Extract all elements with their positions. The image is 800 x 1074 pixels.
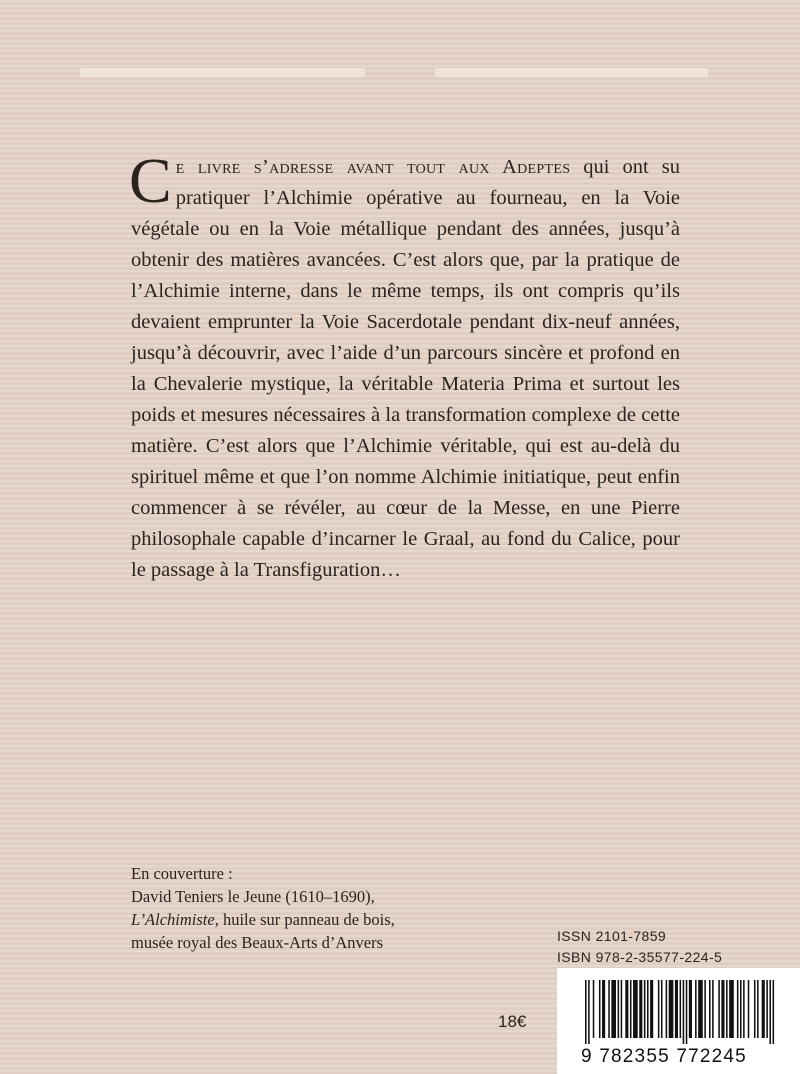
barcode-bar bbox=[644, 980, 646, 1038]
barcode-bar bbox=[650, 980, 653, 1038]
barcode-bar bbox=[709, 980, 711, 1038]
top-decorative-rule-right bbox=[435, 68, 708, 77]
barcode-bar bbox=[633, 980, 638, 1038]
barcode-bar bbox=[718, 980, 720, 1038]
barcode-bar bbox=[695, 980, 697, 1038]
credits-artwork-line bbox=[131, 908, 395, 931]
barcode-bar bbox=[766, 980, 768, 1038]
barcode-bar bbox=[680, 980, 682, 1038]
issn-number: ISSN 2101-7859 bbox=[557, 928, 667, 944]
barcode-bar bbox=[675, 980, 678, 1038]
blurb-text: qui ont su pratiquer l’Alchimie opérative au fourneau, en la Voie végétale ou en la Voie métallique pendant des années, jusqu’à obtenir des matières avancées. C’est alors que, par la pratique de l’Alchimie interne, dans le même temps, ils ont compris qu’ils devaient emprunter la Voie Sacerdotale pendant dix-neuf années, jusqu’à découvrir, avec l’aide d’un parcours sincère et profond en la Chevalerie mystique, la véritable Materia Prima et surtout les poids et mesures nécessaires à la transformation complexe de cette matière. C’est alors que l’Alchimie véritable, qui est au-delà du spirituel même et que l’on nomme Alchimie initiatique, peut enfin commencer à se révéler, au cœur de la Messe, en une Pierre philosophale capable d’incarner le Graal, au fond du Calice, pour le passage à la Transfiguration… bbox=[131, 156, 680, 581]
barcode-bar bbox=[698, 980, 703, 1038]
drop-cap: C bbox=[129, 145, 172, 216]
barcode-bar bbox=[704, 980, 706, 1038]
barcode-bar bbox=[686, 980, 688, 1044]
credits-museum: musée royal des Beaux-Arts d’Anvers bbox=[131, 933, 384, 952]
barcode-bar bbox=[721, 980, 724, 1038]
barcode-bar bbox=[611, 980, 616, 1038]
barcode-bar bbox=[658, 980, 660, 1038]
barcode-bar bbox=[630, 980, 632, 1038]
barcode-bar bbox=[588, 980, 590, 1044]
barcode-bar bbox=[726, 980, 728, 1038]
barcode-bar bbox=[754, 980, 756, 1038]
barcode-bar bbox=[661, 980, 663, 1038]
isbn-number: ISBN 978-2-35577-224-5 bbox=[557, 949, 723, 965]
barcode-bar bbox=[769, 980, 771, 1044]
barcode-bar bbox=[647, 980, 649, 1038]
credits-artwork-title: L’Alchimiste bbox=[131, 910, 215, 929]
identifiers bbox=[557, 926, 722, 968]
barcode-digits: 9 782355 772245 bbox=[581, 1046, 747, 1067]
barcode-bar bbox=[585, 980, 587, 1044]
price-label: 18€ bbox=[498, 1012, 527, 1031]
barcode-bar bbox=[593, 980, 595, 1038]
barcode-bar bbox=[625, 980, 628, 1038]
credits-artwork-medium: , huile sur panneau de bois, bbox=[214, 910, 395, 929]
barcode-bar bbox=[666, 980, 668, 1038]
barcode-bar bbox=[608, 980, 610, 1038]
barcode-bar bbox=[689, 980, 692, 1038]
barcode-bar bbox=[639, 980, 642, 1038]
barcode-bar bbox=[683, 980, 685, 1044]
barcode-bar bbox=[748, 980, 750, 1038]
barcode-bar bbox=[621, 980, 623, 1038]
barcode-bar bbox=[773, 980, 775, 1044]
top-decorative-rule-left bbox=[80, 68, 365, 77]
barcode-bar bbox=[599, 980, 601, 1038]
barcode-bar bbox=[757, 980, 759, 1038]
barcode-bar bbox=[712, 980, 714, 1038]
barcode-bars bbox=[585, 980, 775, 1044]
credits-heading: En couverture : bbox=[131, 864, 233, 883]
credits-artist: David Teniers le Jeune (1610–1690), bbox=[131, 887, 375, 906]
blurb-lead-smallcaps: e livre s’adresse avant tout aux Adeptes bbox=[175, 156, 571, 178]
barcode-panel bbox=[557, 968, 800, 1074]
barcode-bar bbox=[762, 980, 765, 1038]
barcode-bar bbox=[618, 980, 620, 1038]
back-cover-blurb bbox=[129, 145, 680, 586]
cover-credits bbox=[131, 862, 395, 954]
barcode-bar bbox=[602, 980, 605, 1038]
barcode-bar bbox=[669, 980, 674, 1038]
barcode-bar bbox=[729, 980, 734, 1038]
barcode-bar bbox=[737, 980, 739, 1038]
barcode-bar bbox=[743, 980, 745, 1038]
barcode-bar bbox=[740, 980, 742, 1038]
